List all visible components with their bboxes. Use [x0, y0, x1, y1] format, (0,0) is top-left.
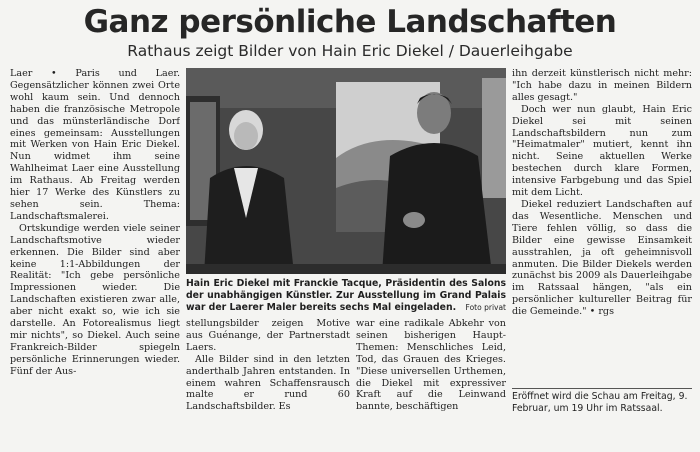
headline: Ganz persönliche Landschaften: [83, 4, 617, 40]
paragraph: ihn derzeit künstlerisch nicht mehr: "Ich habe dazu in meinen Bildern alles gesagt.": [512, 68, 692, 103]
subheadline: Rathaus zeigt Bilder von Hain Eric Diekel / Dauerleihgabe: [127, 42, 573, 60]
paragraph: Diekel reduziert Landschaften auf das Wesentliche. Menschen und Tiere fehlen völlig, so dass die Bilder eine gewisse Einsamkeit ausstrahlen, ja oft geheimnisvoll anmuten. Die Bilder Diekels werden zunächst bis 2009 als Dauerleihgabe im Ratssaal hängen, "als ein persönlicher kultureller Beitrag für die Gemeinde." • rgs: [512, 198, 692, 318]
paragraph: Laer • Paris und Laer. Gegensätzlicher können zwei Orte wohl kaum sein. Und dennoch haben die französische Metropole und das münsterländische Dorf eines gemeinsam: Ausstellungen mit Werken von Hain Eric Diekel. Nun widmet ihm seine Wahlheimat Laer eine Ausstellung im Rathaus. Ab Freitag werden hier 17 Werke des Künstlers zu sehen sein. Thema: Landschaftsmalerei.: [10, 68, 180, 222]
article-column-1: [10, 68, 180, 450]
article-column-3: [356, 318, 506, 450]
article-photo: [186, 68, 506, 274]
photo-credit: Foto privat: [465, 303, 506, 312]
event-note: Eröffnet wird die Schau am Freitag, 9. Februar, um 19 Uhr im Ratssaal.: [512, 388, 692, 415]
paragraph: war eine radikale Abkehr von seinen bisherigen Haupt-Themen: Menschliches Leid, Tod, das Grauen des Krieges. "Diese universellen Urthemen, die Diekel mit expressiver Kraft auf die Leinwand bannte, beschäftigen: [356, 318, 506, 413]
article-column-2: [186, 318, 350, 450]
paragraph: Doch wer nun glaubt, Hain Eric Diekel sei mit seinen Landschaftsbildern nun zum "Heimatmaler" mutiert, kennt ihn nicht. Seine aktuellen Werke bestechen durch klare Formen, intensive Farbgebung und das Spiel mit dem Licht.: [512, 103, 692, 199]
paragraph: Alle Bilder sind in den letzten anderthalb Jahren entstanden. In einem wahren Schaffensrausch malte er rund 60 Landschaftsbilder. Es: [186, 353, 350, 413]
paragraph: Ortskundige werden viele seiner Landschaftsmotive wieder erkennen. Die Bilder sind aber keine 1:1-Abbildungen der Realität: "Ich gebe persönliche Impressionen wieder. Die Landschaften existieren zwar alle, aber nicht exakt so, wie ich sie darstelle. An Fotorealismus liegt mir nichts", so Diekel. Auch seine Frankreich-Bilder spiegeln persönliche Erinnerungen wieder. Fünf der Aus-: [10, 222, 180, 377]
caption-text: Hain Eric Diekel mit Franckie Tacque, Präsidentin des Salons der unabhängigen Künstler. Zur Ausstellung im Grand Palais war der Laerer Maler bereits sechs Mal eingeladen.: [186, 278, 506, 313]
photo-caption: [186, 278, 506, 314]
paragraph: stellungsbilder zeigen Motive aus Guénange, der Partnerstadt Laers.: [186, 318, 350, 353]
article-column-4: [512, 68, 692, 384]
